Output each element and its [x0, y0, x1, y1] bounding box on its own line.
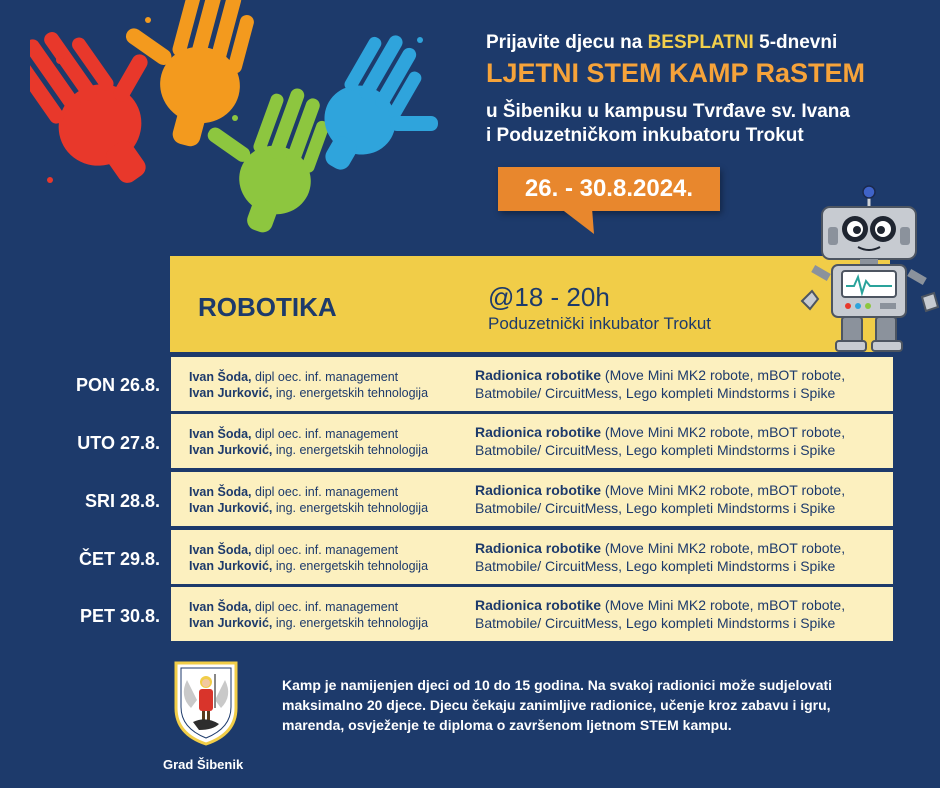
- workshop-info: [475, 481, 845, 517]
- workshop-desc: Batmobile/ CircuitMess, Lego kompleti Mindstorms i Spike: [475, 500, 836, 516]
- header-intro: [486, 32, 837, 54]
- workshop-title: Radionica robotike: [475, 597, 602, 613]
- banner-title: ROBOTIKA: [198, 292, 337, 322]
- lecturer-name: Ivan Jurković,: [189, 616, 273, 630]
- lecturers: [189, 542, 428, 574]
- lecturer-name: Ivan Jurković,: [189, 559, 273, 573]
- lecturer-title: dipl oec. inf. management: [251, 427, 399, 441]
- sibenik-crest-icon: [173, 660, 239, 746]
- day-label: UTO 27.8.: [77, 433, 160, 453]
- workshop-title: Radionica robotike: [475, 367, 602, 383]
- location-line-1: u Šibeniku u kampusu Tvrđave sv. Ivana: [486, 101, 850, 122]
- workshop-desc: (Move Mini MK2 robote, mBOT robote,: [601, 597, 846, 613]
- crest-label: Grad Šibenik: [163, 757, 244, 772]
- blue-handprint-icon: [302, 22, 450, 203]
- workshop-title: Radionica robotike: [475, 540, 602, 556]
- robotics-banner: [170, 256, 890, 352]
- lecturer-title: dipl oec. inf. management: [251, 370, 399, 384]
- lecturer-title: ing. energetskih tehnologija: [272, 559, 429, 573]
- robot-icon: [798, 183, 940, 353]
- banner-time: @18 - 20h: [488, 282, 610, 312]
- lecturer-name: Ivan Jurković,: [189, 443, 273, 457]
- free-highlight: BESPLATNI: [647, 32, 754, 53]
- workshop-desc: (Move Mini MK2 robote, mBOT robote,: [601, 367, 846, 383]
- schedule-row: [171, 414, 893, 468]
- lecturer-name: Ivan Šoda,: [189, 485, 252, 499]
- day-label: PET 30.8.: [79, 606, 160, 626]
- lecturer-title: ing. energetskih tehnologija: [272, 443, 429, 457]
- schedule-row: [171, 530, 893, 584]
- lecturers: [189, 599, 428, 631]
- lecturer-title: ing. energetskih tehnologija: [272, 386, 429, 400]
- intro-text: Prijavite djecu na: [486, 32, 643, 53]
- workshop-desc: Batmobile/ CircuitMess, Lego kompleti Mindstorms i Spike: [475, 385, 836, 401]
- camp-description: Kamp je namijenjen djeci od 10 do 15 godina. Na svakoj radionici može sudjelovati maksimalno 20 djece. Djecu čekaju zanimljive radionice, učenje kroz zabavu i igru, marenda, osvježenje te diploma o završenom ljetnom STEM kampu.: [282, 677, 833, 733]
- camp-location: [486, 100, 850, 148]
- workshop-desc: (Move Mini MK2 robote, mBOT robote,: [601, 540, 846, 556]
- lecturer-name: Ivan Šoda,: [189, 543, 252, 557]
- workshop-desc: Batmobile/ CircuitMess, Lego kompleti Mindstorms i Spike: [475, 558, 836, 574]
- workshop-info: [475, 423, 845, 459]
- workshop-info: [475, 366, 845, 402]
- workshop-desc: (Move Mini MK2 robote, mBOT robote,: [601, 482, 846, 498]
- workshop-desc: Batmobile/ CircuitMess, Lego kompleti Mindstorms i Spike: [475, 615, 836, 631]
- schedule-row: [171, 472, 893, 526]
- lecturers: [189, 426, 428, 458]
- banner-place: Poduzetnički inkubator Trokut: [488, 314, 712, 333]
- workshop-desc: Batmobile/ CircuitMess, Lego kompleti Mindstorms i Spike: [475, 442, 836, 458]
- lecturer-title: dipl oec. inf. management: [251, 485, 399, 499]
- schedule-row: [171, 587, 893, 641]
- lecturer-name: Ivan Šoda,: [189, 600, 252, 614]
- camp-title: LJETNI STEM KAMP RaSTEM: [486, 58, 866, 88]
- lecturer-name: Ivan Jurković,: [189, 501, 273, 515]
- lecturer-title: dipl oec. inf. management: [251, 600, 399, 614]
- workshop-info: [475, 596, 845, 632]
- handprints-icon: [30, 0, 450, 240]
- workshop-title: Radionica robotike: [475, 424, 602, 440]
- location-line-2: i Poduzetničkom inkubatoru Trokut: [486, 125, 804, 146]
- workshop-title: Radionica robotike: [475, 482, 602, 498]
- lecturer-name: Ivan Šoda,: [189, 370, 252, 384]
- lecturers: [189, 484, 428, 516]
- lecturer-name: Ivan Šoda,: [189, 427, 252, 441]
- lecturer-title: ing. energetskih tehnologija: [272, 501, 429, 515]
- date-badge: 26. - 30.8.2024.: [498, 167, 720, 211]
- date-badge-tail: [560, 208, 600, 236]
- workshop-info: [475, 539, 845, 575]
- day-label: PON 26.8.: [75, 375, 160, 395]
- duration-text: 5-dnevni: [759, 32, 838, 53]
- lecturer-title: dipl oec. inf. management: [251, 543, 399, 557]
- schedule-row: [171, 357, 893, 411]
- workshop-desc: (Move Mini MK2 robote, mBOT robote,: [601, 424, 846, 440]
- day-label: ČET 29.8.: [78, 549, 160, 569]
- lecturer-title: ing. energetskih tehnologija: [272, 616, 429, 630]
- lecturer-name: Ivan Jurković,: [189, 386, 273, 400]
- day-label: SRI 28.8.: [84, 491, 160, 511]
- lecturers: [189, 369, 428, 401]
